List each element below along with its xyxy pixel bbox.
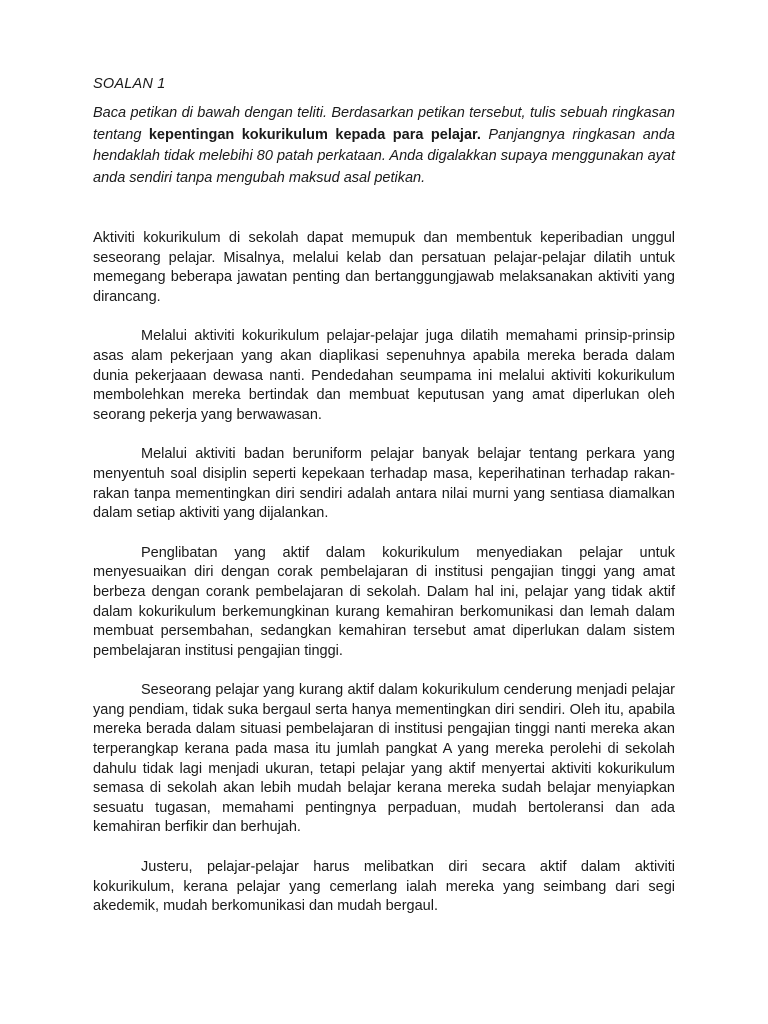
instruction-text-end: Panjangnya ringkasan anda hendaklah tidak melebihi 80 patah perkataan. Anda digalakkan supaya menggunakan ayat anda sendiri tanpa mengubah maksud asal petikan.: [93, 126, 675, 186]
passage-paragraph-3: Melalui aktiviti badan beruniform pelajar banyak belajar tentang perkara yang menyentuh soal disiplin seperti kepekaan terhadap masa, keperihatinan terhadap rakan-rakan tanpa mementingkan diri sendiri adalah antara nilai murni yang sentiasa diamalkan dalam setiap aktiviti yang dijalankan.: [93, 446, 675, 522]
passage-paragraph-4: Penglibatan yang aktif dalam kokurikulum menyediakan pelajar untuk menyesuaikan diri dengan corak pembelajaran di institusi pengajian tinggi yang amat berbeza dengan corank pembelajaran di sekolah. Dalam hal ini, pelajar yang tidak aktif dalam kokurikulum berkemungkinan kurang kemahiran berkomunikasi dan lemah dalam membuat persembahan, sedangkan kemahiran tersebut amat diperlukan dalam sistem pembelajaran institusi pengajian tinggi.: [93, 544, 675, 659]
passage-paragraph-6: Justeru, pelajar-pelajar harus melibatkan diri secara aktif dalam aktiviti kokurikulum, kerana pelajar yang cemerlang ialah mereka yang seimbang dari segi akedemik, mudah berkomunikasi dan mudah bergaul.: [93, 859, 675, 915]
question-instruction: [93, 103, 675, 189]
instruction-topic-bold: kepentingan kokurikulum kepada para pelajar.: [148, 126, 481, 143]
passage-paragraph-5: Seseorang pelajar yang kurang aktif dalam kokurikulum cenderung menjadi pelajar yang pendiam, tidak suka bergaul serta hanya mementingkan diri sendiri. Oleh itu, apabila mereka berada dalam situasi pembelajaran di institusi pengajian tinggi nanti mereka akan terperangkap kerana pada masa itu jumlah pangkat A yang mereka perolehi di sekolah dahulu tidak lagi menjadi ukuran, tetapi pelajar yang aktif menyertai aktiviti kokurikulum semasa di sekolah akan lebih mudah belajar kerana mereka sudah belajar menyiapkan sesuatu tugasan, memahami pentingnya perpaduan, mudah bertoleransi dan ada kemahiran berfikir dan berhujah.: [93, 682, 675, 836]
passage-paragraph-2: Melalui aktiviti kokurikulum pelajar-pelajar juga dilatih memahami prinsip-prinsip asas alam pekerjaan yang akan diaplikasi sepenuhnya apabila mereka berada dalam dunia pekerjaaan dewasa nanti. Pendedahan seumpama ini melalui aktiviti kokurikulum membolehkan mereka bertindak dan membuat keputusan yang amat diperlukan oleh seorang pekerja yang berwawasan.: [93, 328, 675, 423]
instruction-text-start: Baca petikan di bawah dengan teliti. Berdasarkan petikan tersebut, tulis sebuah ringkasan tentang: [93, 105, 675, 143]
passage-paragraph-1: Aktiviti kokurikulum di sekolah dapat memupuk dan membentuk keperibadian unggul seseorang pelajar. Misalnya, melalui kelab dan persatuan pelajar-pelajar dilatih untuk memegang beberapa jawatan penting dan bertanggungjawab melaksanakan aktiviti yang dirancang.: [93, 230, 675, 305]
passage: [93, 229, 675, 937]
question-title: SOALAN 1: [93, 76, 166, 92]
